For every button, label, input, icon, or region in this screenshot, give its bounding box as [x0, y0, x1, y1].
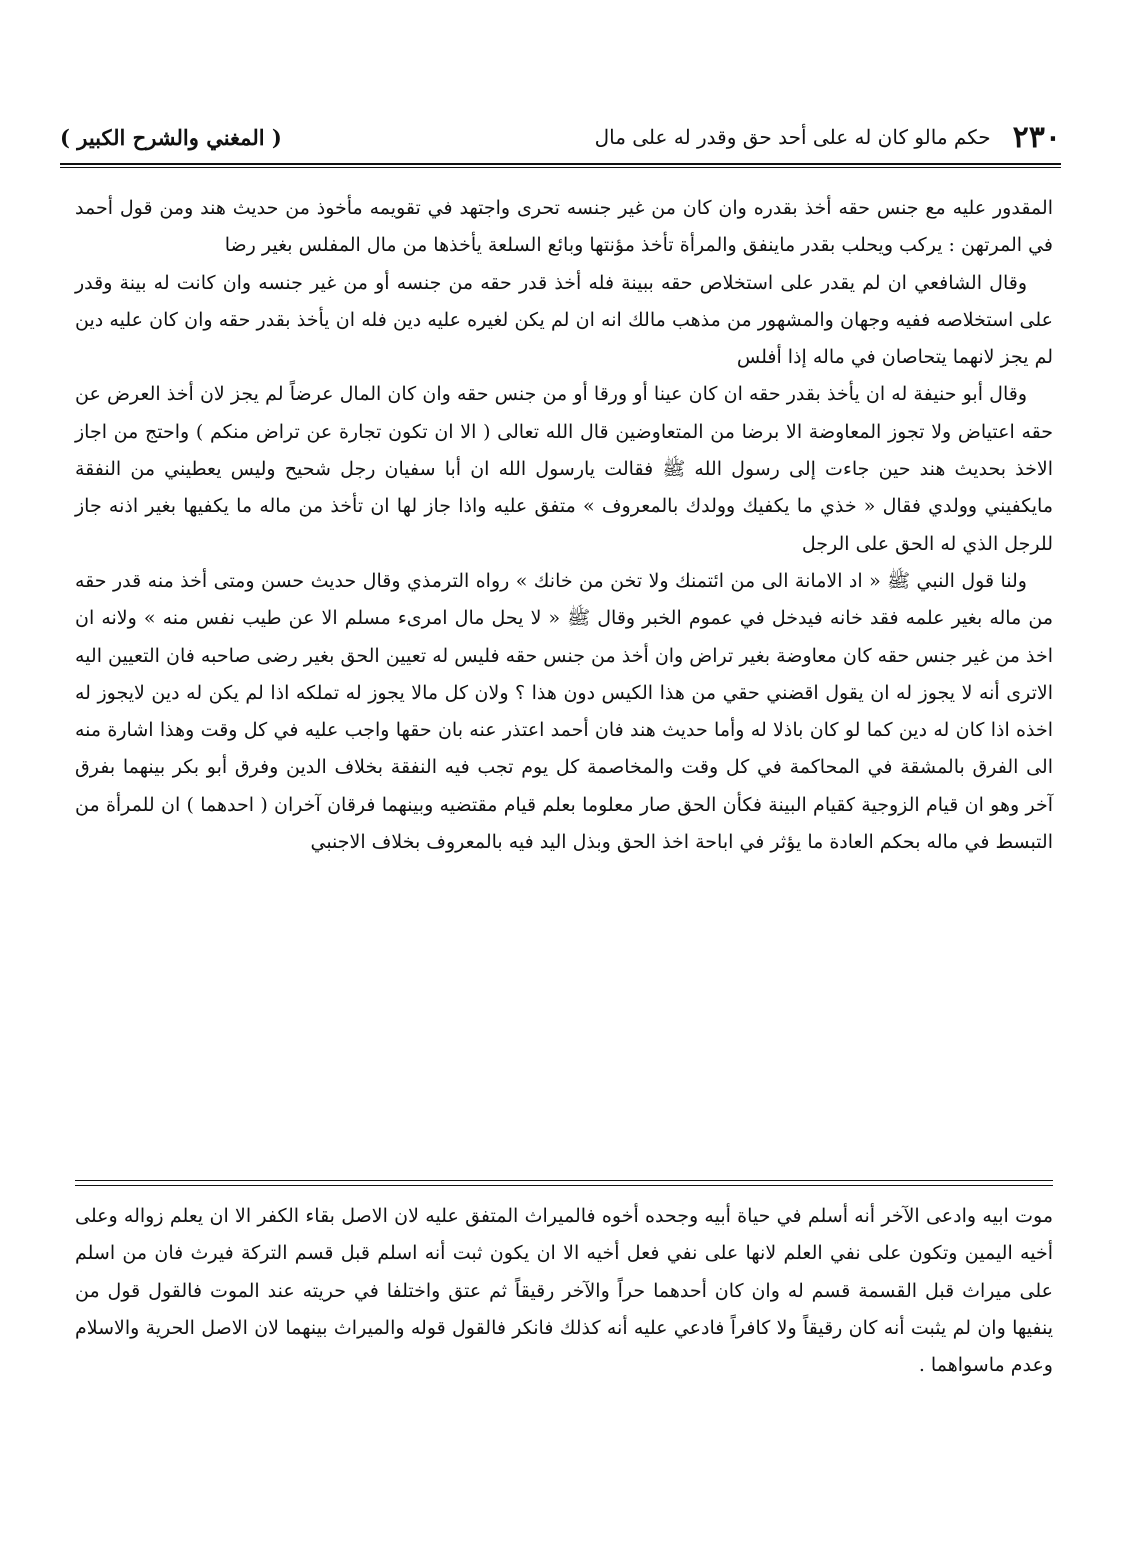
footnotes — [75, 1198, 1053, 1384]
footnote-text: موت ابيه وادعى الآخر أنه أسلم في حياة أبيه وجحده أخوه فالميراث المتفق عليه لان الاصل بقاء الكفر الا ان يعلم زواله وعلى أخيه اليمين وتكون على نفي العلم لانها على نفي فعل أخيه الا ان يكون ثبت أنه اسلم قبل قسم التركة فيرث فان من اسلم على ميراث قبل القسمة قسم له وان كان أحدهما حراً والآخر رقيقاً ثم عتق واختلفا في حريته عند الموت فالقول قول من ينفيها وان لم يثبت أنه كان رقيقاً ولا كافراً فادعي عليه أنه كذلك فانكر فالقول قوله والميراث بينهما لان الاصل الحرية والاسلام وعدم ماسواهما . — [75, 1205, 1053, 1377]
book-title: ( المغني والشرح الكبير ) — [60, 124, 282, 150]
header-right-group — [595, 120, 1061, 155]
running-title: حكم مالو كان له على أحد حق وقدر له على مال — [594, 125, 991, 149]
footnote-divider-thin — [75, 1185, 1053, 1186]
paragraph-1: المقدور عليه مع جنس حقه أخذ بقدره وان كان من غير جنسه تحرى واجتهد في تقويمه مأخوذ من حديث هند ومن قول أحمد في المرتهن : يركب ويحلب بقدر ماينفق والمرأة تأخذ مؤنتها وبائع السلعة يأخذها من مال المفلس بغير رضا — [75, 197, 1053, 257]
paragraph-2: وقال الشافعي ان لم يقدر على استخلاص حقه ببينة فله أخذ قدر حقه من جنسه أو من غير جنسه وان كانت له بينة وقدر على استخلاصه ففيه وجهان والمشهور من مذهب مالك انه ان لم يكن لغيره عليه دين فله ان يأخذ بقدر حقه وان كان عليه دين لم يجز لانهما يتحاصان في ماله إذا أفلس — [75, 271, 1053, 369]
header-divider — [60, 163, 1061, 168]
page-header — [60, 115, 1061, 159]
paragraph-4: ولنا قول النبي ﷺ « اد الامانة الى من ائتمنك ولا تخن من خانك » رواه الترمذي وقال حديث حسن ومتى أخذ منه قدر حقه من ماله بغير علمه فقد خانه فيدخل في عموم الخبر وقال ﷺ « لا يحل مال امرىء مسلم الا عن طيب نفس منه » ولانه ان اخذ من غير جنس حقه كان معاوضة بغير تراض وان أخذ من جنس حقه فليس له تعيين الحق بغير رضى صاحبه فان التعيين اليه الاترى أنه لا يجوز له ان يقول اقضني حقي من هذا الكيس دون هذا ؟ ولان كل مالا يجوز له تملكه اذا لم يكن له دين لايجوز له اخذه اذا كان له دين كما لو كان باذلا له وأما حديث هند فان أحمد اعتذر عنه بان حقها واجب عليه في كل وقت وهذا اشارة منه الى الفرق بالمشقة في المحاكمة في كل وقت والمخاصمة كل يوم تجب فيه النفقة بخلاف الدين وفرق أبو بكر بينهما بفرق آخر وهو ان قيام الزوجية كقيام البينة فكأن الحق صار معلوما بعلم قيام مقتضيه وبينهما فرقان آخران ( احدهما ) ان للمرأة من التبسط في ماله بحكم العادة ما يؤثر في اباحة اخذ الحق وبذل اليد فيه بالمعروف بخلاف الاجنبي — [75, 569, 1053, 854]
main-text — [75, 190, 1053, 861]
footnote-divider — [75, 1180, 1053, 1181]
paragraph-3: وقال أبو حنيفة له ان يأخذ بقدر حقه ان كان عينا أو ورقا أو من جنس حقه وان كان المال عرضاً لم يجز لان أخذ العرض عن حقه اعتياض ولا تجوز المعاوضة الا برضا من المتعاوضين قال الله تعالى ( الا ان تكون تجارة عن تراض منكم ) واحتج من اجاز الاخذ بحديث هند حين جاءت إلى رسول الله ﷺ فقالت يارسول الله ان أبا سفيان رجل شحيح وليس يعطيني من النفقة مايكفيني وولدي فقال « خذي ما يكفيك وولدك بالمعروف » متفق عليه واذا جاز لها ان تأخذ من ماله ما يكفيها بغير اذنه جاز للرجل الذي له الحق على الرجل — [75, 383, 1053, 555]
page-number: ٢٣٠ — [1012, 119, 1061, 155]
